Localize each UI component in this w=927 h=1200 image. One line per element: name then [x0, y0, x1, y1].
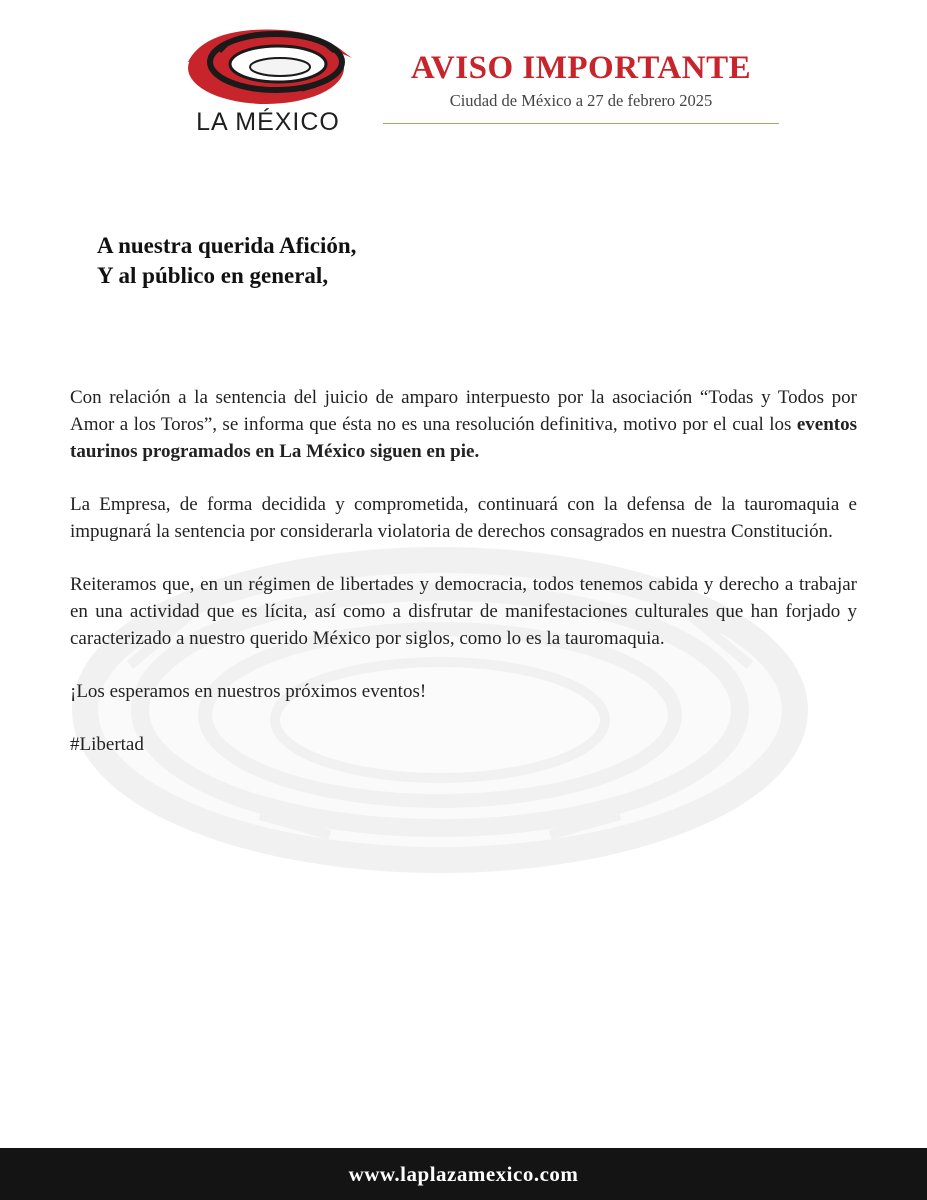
page-title: AVISO IMPORTANTE [410, 50, 752, 86]
website-link[interactable]: www.laplazamexico.com [348, 1162, 579, 1186]
paragraph-1-emphasis: eventos taurinos programados en La México siguen en pie. [70, 414, 857, 462]
issue-date: Ciudad de México a 27 de febrero 2025 [449, 91, 713, 110]
greeting [97, 231, 356, 291]
brand-name: LA MÉXICO [196, 108, 340, 136]
paragraph-3: Reiteramos que, en un régimen de libertades y democracia, todos tenemos cabida y derecho a trabajar en una actividad que es lícita, así como a disfrutar de manifestaciones culturales que han forjado y caracterizado a nuestro querido México por siglos, como lo es la tauromaquia. [70, 574, 857, 649]
header-divider [383, 123, 779, 124]
bullring-logo-icon [182, 22, 354, 112]
hashtag: #Libertad [70, 734, 144, 755]
greeting-line-2: Y al público en general, [97, 263, 329, 288]
la-mexico-logo [182, 22, 354, 142]
paragraph-1 [70, 384, 857, 465]
paragraph-4: ¡Los esperamos en nuestros próximos eventos! [70, 681, 427, 702]
footer-bar [0, 1148, 927, 1200]
greeting-line-1: A nuestra querida Afición, [97, 233, 357, 258]
paragraph-2: La Empresa, de forma decidida y comprometida, continuará con la defensa de la tauromaquia e impugnará la sentencia por considerarla violatoria de derechos consagrados en nuestra Constitución. [70, 494, 857, 542]
paragraph-1-text: Con relación a la sentencia del juicio de amparo interpuesto por la asociación “Todas y Todos por Amor a los Toros”, se informa que ésta no es una resolución definitiva, motivo por el cual los [70, 387, 857, 435]
notice-body [70, 384, 857, 784]
